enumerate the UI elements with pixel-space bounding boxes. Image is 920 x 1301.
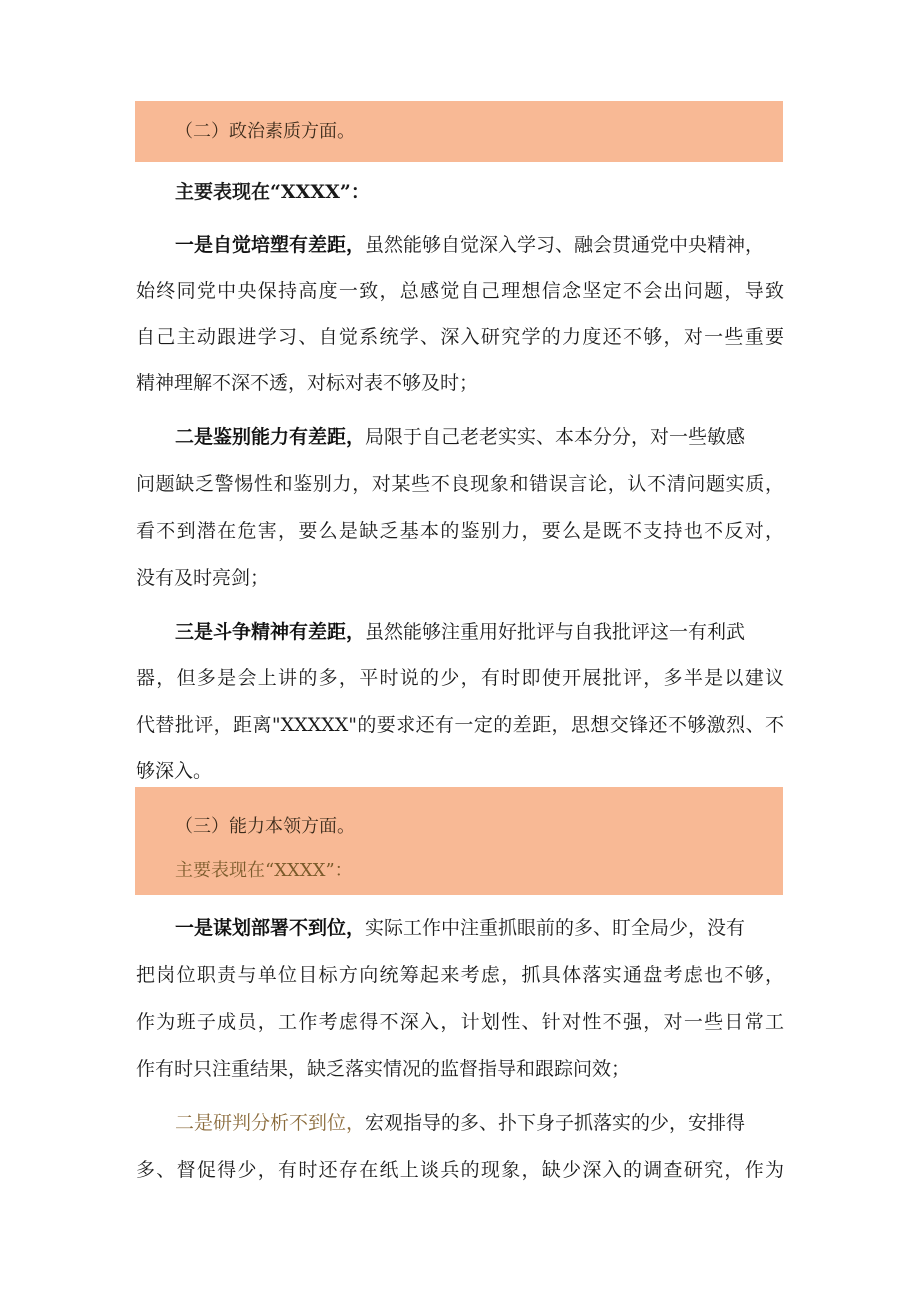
section-2-lead: 主要表现在“XXXX”： [175,181,370,203]
section-2-item-3-first-line: 三是斗争精神有差距，虽然能够注重用好批评与自我批评这一有利武 [175,621,746,643]
section-3-item-2-title: 二是研判分析不到位， [175,1112,366,1134]
section-2-heading: （二）政治素质方面。 [175,121,355,142]
section-2-item-1-last-line: 精神理解不深不透，对标对表不够及时； [136,372,479,394]
section-3-item-1-line: 把岗位职责与单位目标方向统筹起来考虑，抓具体落实通盘考虑也不够， [136,964,784,986]
section-3-item-1-first-line: 一是谋划部署不到位，实际工作中注重抓眼前的多、盯全局少，没有 [175,917,746,939]
section-2-item-2-last-line: 没有及时亮剑； [136,567,270,589]
section-3-lead: 主要表现在“XXXX”： [175,860,353,881]
section-2-item-1-first-line: 一是自觉培塑有差距，虽然能够自觉深入学习、融会贯通党中央精神， [175,234,765,256]
section-2-item-3-line: 代替批评，距离"XXXXX"的要求还有一定的差距，思想交锋还不够激烈、不 [136,714,784,736]
section-2-item-1-title: 一是自觉培塑有差距， [175,234,366,256]
section-3-item-2-line: 多、督促得少，有时还存在纸上谈兵的现象，缺少深入的调查研究，作为 [136,1159,784,1181]
section-3-item-2-first-line: 二是研判分析不到位，宏观指导的多、扑下身子抓落实的少，安排得 [175,1112,746,1134]
section-2-item-1-line: 始终同党中央保持高度一致，总感觉自己理想信念坚定不会出问题，导致 [136,280,784,302]
section-2-item-2-line: 问题缺乏警惕性和鉴别力，对某些不良现象和错误言论，认不清问题实质， [136,473,784,495]
section-2-item-3-title: 三是斗争精神有差距， [175,621,366,643]
section-3-item-1-last-line: 作有时只注重结果，缺乏落实情况的监督指导和跟踪问效； [136,1058,631,1080]
section-3-item-1-title: 一是谋划部署不到位， [175,917,366,939]
section-3-heading: （三）能力本领方面。 [175,816,355,837]
section-2-item-2-title: 二是鉴别能力有差距， [175,426,366,448]
section-2-item-1-line: 自己主动跟进学习、自觉系统学、深入研究学的力度还不够，对一些重要 [136,326,784,348]
section-3-item-1-line: 作为班子成员，工作考虑得不深入，计划性、针对性不强，对一些日常工 [136,1011,784,1033]
section-2-item-2-first-line: 二是鉴别能力有差距，局限于自己老老实实、本本分分，对一些敏感 [175,426,746,448]
section-2-item-3-line: 器，但多是会上讲的多，平时说的少，有时即使开展批评，多半是以建议 [136,667,784,689]
section-2-item-3-last-line: 够深入。 [136,760,213,782]
section-2-item-2-line: 看不到潜在危害，要么是缺乏基本的鉴别力，要么是既不支持也不反对， [136,520,784,542]
